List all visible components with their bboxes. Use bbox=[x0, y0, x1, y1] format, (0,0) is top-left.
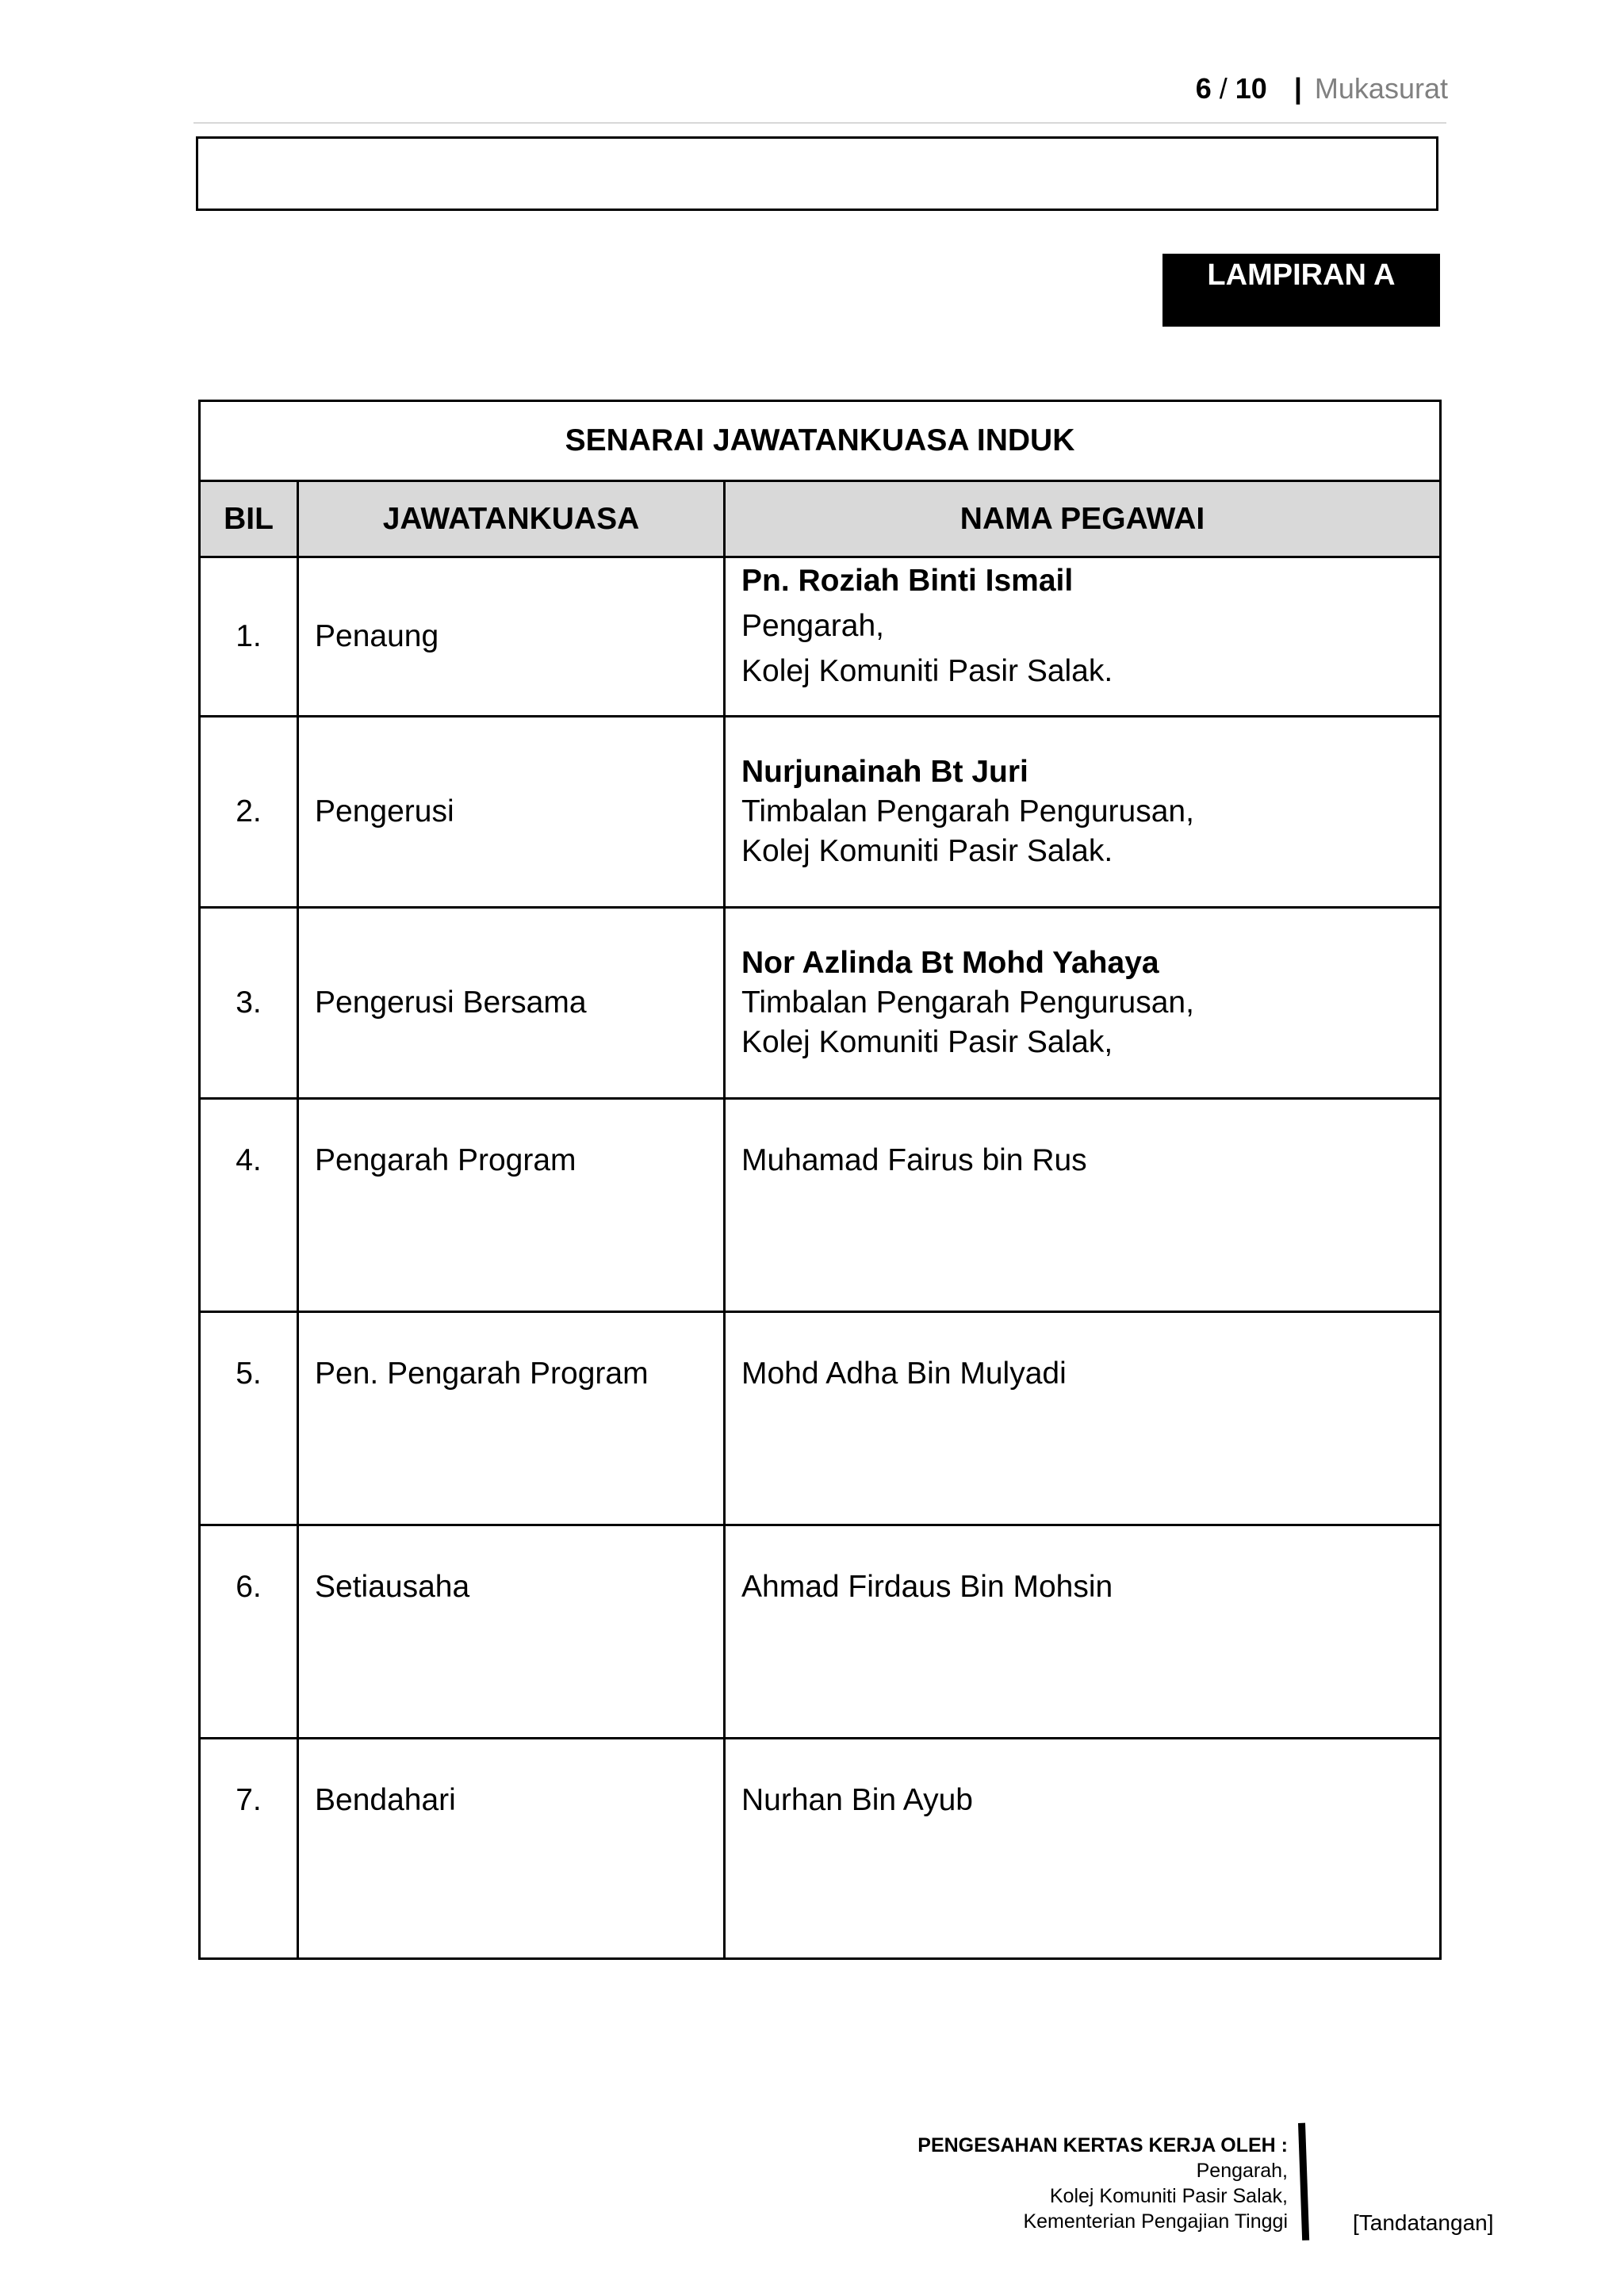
officer-name: Pn. Roziah Binti Ismail bbox=[741, 564, 1074, 598]
cell-bil: 7. bbox=[200, 1739, 298, 1959]
cell-nama-pegawai: Muhamad Fairus bin Rus bbox=[725, 1099, 1441, 1312]
page-slash: / bbox=[1219, 72, 1228, 105]
cell-nama-pegawai: Nurhan Bin Ayub bbox=[725, 1739, 1441, 1959]
cell-bil: 5. bbox=[200, 1312, 298, 1525]
lampiran-label: LAMPIRAN A bbox=[1162, 254, 1440, 327]
cell-nama-pegawai bbox=[725, 717, 1441, 908]
table-title: SENARAI JAWATANKUASA INDUK bbox=[200, 401, 1441, 481]
table-header-row bbox=[200, 481, 1441, 557]
cell-jawatankuasa: Pengarah Program bbox=[298, 1099, 725, 1312]
cell-bil: 3. bbox=[200, 908, 298, 1099]
empty-header-box bbox=[196, 136, 1438, 211]
table-row bbox=[200, 1312, 1441, 1525]
officer-position: Timbalan Pengarah Pengurusan, bbox=[741, 794, 1194, 828]
cell-bil: 4. bbox=[200, 1099, 298, 1312]
endorsement-line: Kolej Komuniti Pasir Salak, bbox=[1049, 2185, 1288, 2207]
column-header-nama-pegawai: NAMA PEGAWAI bbox=[725, 481, 1441, 557]
cell-jawatankuasa: Pengerusi Bersama bbox=[298, 908, 725, 1099]
cell-jawatankuasa: Bendahari bbox=[298, 1739, 725, 1959]
cell-jawatankuasa: Penaung bbox=[298, 557, 725, 717]
officer-name: Nor Azlinda Bt Mohd Yahaya bbox=[741, 946, 1159, 980]
table-row bbox=[200, 717, 1441, 908]
endorsement-block bbox=[917, 2133, 1288, 2234]
cell-bil: 1. bbox=[200, 557, 298, 717]
cell-bil: 6. bbox=[200, 1525, 298, 1739]
officer-name: Nurjunainah Bt Juri bbox=[741, 755, 1028, 789]
cell-bil: 2. bbox=[200, 717, 298, 908]
officer-position: Pengarah, bbox=[741, 609, 884, 643]
column-header-bil: BIL bbox=[200, 481, 298, 557]
page-total: 10 bbox=[1235, 72, 1267, 105]
cell-nama-pegawai bbox=[725, 557, 1441, 717]
endorsement-title: PENGESAHAN KERTAS KERJA OLEH : bbox=[917, 2134, 1288, 2156]
column-header-jawatankuasa: JAWATANKUASA bbox=[298, 481, 725, 557]
cell-nama-pegawai bbox=[725, 908, 1441, 1099]
officer-institution: Kolej Komuniti Pasir Salak, bbox=[741, 1025, 1113, 1059]
cell-jawatankuasa: Pengerusi bbox=[298, 717, 725, 908]
table-row bbox=[200, 557, 1441, 717]
endorsement-line: Pengarah, bbox=[1196, 2160, 1288, 2182]
officer-position: Timbalan Pengarah Pengurusan, bbox=[741, 985, 1194, 1020]
table-row bbox=[200, 1525, 1441, 1739]
endorsement-line: Kementerian Pengajian Tinggi bbox=[1023, 2210, 1288, 2233]
table-row bbox=[200, 908, 1441, 1099]
header-separator: | bbox=[1293, 72, 1302, 105]
cell-nama-pegawai: Ahmad Firdaus Bin Mohsin bbox=[725, 1525, 1441, 1739]
header-label: Mukasurat bbox=[1314, 72, 1448, 105]
table-row bbox=[200, 1099, 1441, 1312]
header-rule bbox=[193, 122, 1446, 124]
cell-jawatankuasa: Pen. Pengarah Program bbox=[298, 1312, 725, 1525]
cell-nama-pegawai: Mohd Adha Bin Mulyadi bbox=[725, 1312, 1441, 1525]
signature-placeholder: [Tandatangan] bbox=[1353, 2210, 1494, 2235]
page-number: 6 bbox=[1195, 72, 1212, 105]
committee-table bbox=[198, 400, 1442, 1960]
table-title-row bbox=[200, 401, 1441, 481]
signature-divider bbox=[1298, 2123, 1309, 2241]
cell-jawatankuasa: Setiausaha bbox=[298, 1525, 725, 1739]
officer-institution: Kolej Komuniti Pasir Salak. bbox=[741, 834, 1113, 868]
page-header bbox=[1196, 71, 1448, 106]
officer-institution: Kolej Komuniti Pasir Salak. bbox=[741, 654, 1113, 688]
table-row bbox=[200, 1739, 1441, 1959]
